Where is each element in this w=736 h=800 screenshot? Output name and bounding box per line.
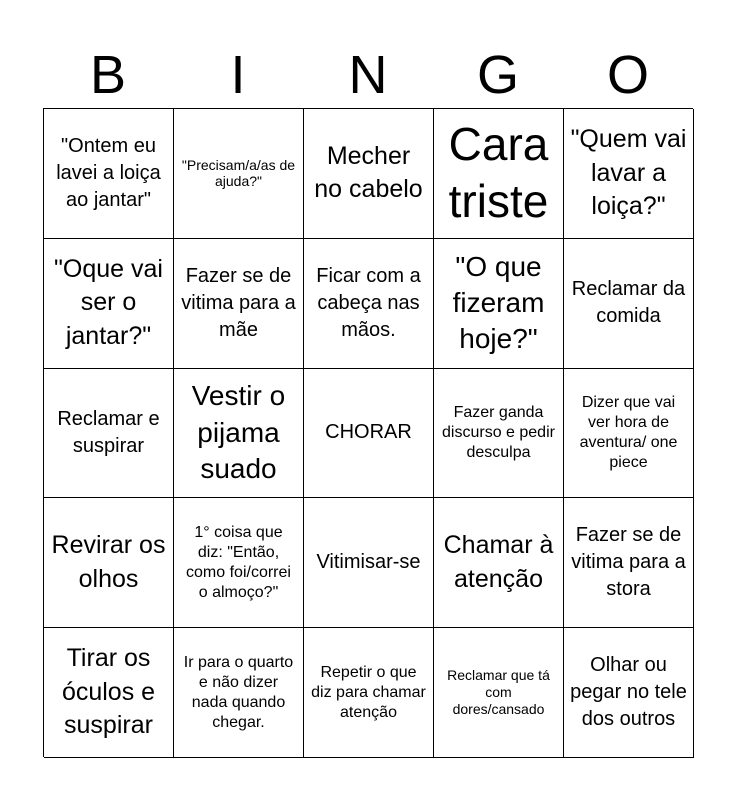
bingo-board [43, 108, 693, 757]
bingo-cell-r4c5[interactable] [564, 498, 694, 628]
cell-text: "Precisam/a/as de ajuda?" [181, 156, 296, 190]
bingo-cell-r5c5[interactable] [564, 628, 694, 758]
cell-text: Chamar à atenção [443, 531, 554, 593]
bingo-cell-r3c5[interactable] [564, 369, 694, 499]
bingo-cell-r2c4[interactable] [434, 239, 564, 369]
header-letter-i: I [230, 45, 246, 105]
cell-text: 1° coisa que diz: "Então, como foi/correi o almoço?" [186, 523, 291, 601]
cell-text: Ir para o quarto e não dizer nada quando chegar. [183, 653, 294, 731]
bingo-cell-r3c4[interactable] [434, 369, 564, 499]
cell-text: Mecher no cabelo [314, 141, 423, 204]
bingo-cell-r2c5[interactable] [564, 239, 694, 369]
bingo-cell-r5c4[interactable] [434, 628, 564, 758]
bingo-cell-r5c3[interactable] [304, 628, 434, 758]
bingo-cell-r2c1[interactable] [44, 239, 174, 369]
bingo-cell-r5c1[interactable] [44, 628, 174, 758]
cell-text: Fazer se de vitima para a stora [571, 524, 686, 601]
cell-text: Fazer ganda discurso e pedir desculpa [442, 403, 555, 461]
header-letter-g: G [476, 45, 519, 105]
cell-text: Cara triste [448, 117, 549, 228]
bingo-cell-r3c3[interactable] [304, 369, 434, 499]
bingo-cell-r1c1[interactable] [44, 109, 174, 239]
bingo-cell-r4c4[interactable] [434, 498, 564, 628]
cell-text: "O que fizeram hoje?" [452, 250, 545, 355]
bingo-cell-r1c2[interactable] [174, 109, 304, 239]
cell-text: "Quem vai lavar a loiça?" [570, 124, 687, 221]
bingo-cell-r1c5[interactable] [564, 109, 694, 239]
cell-text: CHORAR [325, 421, 412, 444]
cell-text: "Oque vai ser o jantar?" [54, 254, 163, 351]
bingo-cell-r4c3[interactable] [304, 498, 434, 628]
cell-text: Vestir o pijama suado [191, 380, 286, 485]
cell-text: Tirar os óculos e suspirar [61, 643, 156, 740]
bingo-cell-r3c2[interactable] [174, 369, 304, 499]
bingo-cell-r2c2[interactable] [174, 239, 304, 369]
header-letter-b: B [89, 45, 127, 105]
bingo-cell-r3c1[interactable] [44, 369, 174, 499]
cell-text: Vitimisar-se [316, 551, 421, 574]
header-letter-n: N [348, 45, 388, 105]
bingo-cell-r2c3[interactable] [304, 239, 434, 369]
cell-text: Fazer se de vitima para a mãe [181, 264, 296, 341]
bingo-cell-r5c2[interactable] [174, 628, 304, 758]
cell-text: Reclamar e suspirar [57, 407, 160, 457]
cell-text: Olhar ou pegar no tele dos outros [570, 654, 687, 731]
bingo-header [43, 42, 693, 108]
cell-text: "Ontem eu lavei a loiça ao jantar" [56, 134, 161, 211]
bingo-cell-r1c3[interactable] [304, 109, 434, 239]
cell-text: Repetir o que diz para chamar atenção [311, 663, 426, 721]
cell-text: Dizer que vai ver hora de aventura/ one piece [579, 393, 678, 471]
header-letter-o: O [606, 45, 649, 105]
cell-text: Reclamar que tá com dores/cansado [447, 667, 550, 717]
bingo-cell-r4c1[interactable] [44, 498, 174, 628]
cell-text: Ficar com a cabeça nas mãos. [316, 264, 421, 341]
cell-text: Revirar os olhos [51, 531, 166, 593]
bingo-cell-r1c4[interactable] [434, 109, 564, 239]
bingo-cell-r4c2[interactable] [174, 498, 304, 628]
cell-text: Reclamar da comida [571, 278, 686, 328]
